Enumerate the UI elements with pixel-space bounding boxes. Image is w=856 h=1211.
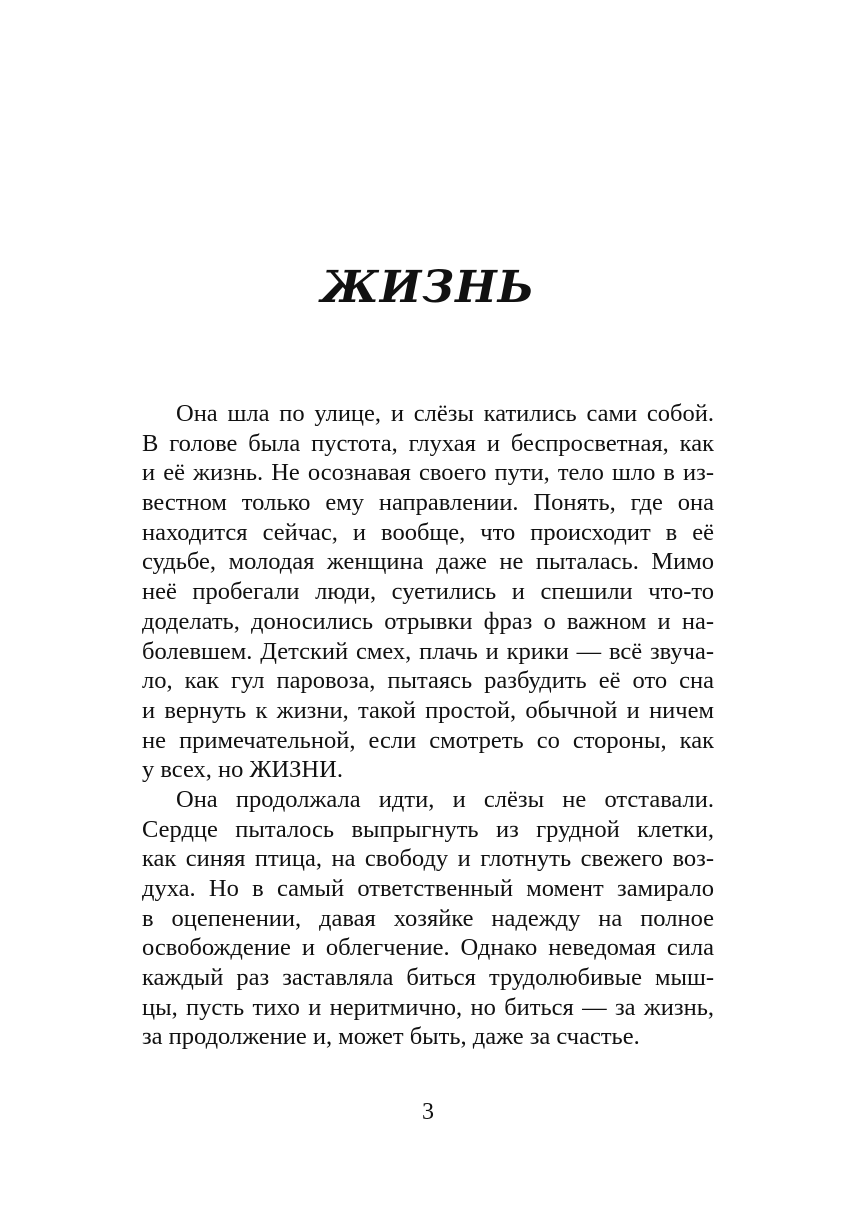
text-line: находится сейчас, и вообще, что происходит в её <box>142 518 714 546</box>
text-line: не примечательной, если смотреть со стороны, как <box>142 726 714 754</box>
text-line: и вернуть к жизни, такой простой, обычной и ничем <box>142 696 714 724</box>
text-line: неё пробегали люди, суетились и спешили что-то <box>142 578 714 606</box>
text-line: духа. Но в самый ответственный момент замирало <box>142 875 714 902</box>
text-line: за продолжение и, может быть, даже за счастье. <box>142 1023 640 1051</box>
text-line: вестном только ему направлении. Понять, где она <box>142 489 714 517</box>
text-line: как синяя птица, на свободу и глотнуть свежего воз- <box>142 845 714 873</box>
chapter-title: ЖИЗНЬ <box>321 262 535 313</box>
text-line: Она продолжала идти, и слёзы не отставали. <box>176 785 714 813</box>
paragraph-1 <box>142 399 714 785</box>
text-line: каждый раз заставляла биться трудолюбивые мыш- <box>142 964 714 992</box>
text-line: в оцепенении, давая хозяйке надежду на полное <box>142 904 714 932</box>
paragraph-2 <box>142 785 714 1052</box>
text-line: Она шла по улице, и слёзы катились сами собой. <box>176 400 714 427</box>
text-line: у всех, но ЖИЗНИ. <box>142 756 343 784</box>
text-line: цы, пусть тихо и неритмично, но биться — за жизнь, <box>142 993 714 1021</box>
text-line: и её жизнь. Не осознавая своего пути, тело шло в из- <box>142 459 714 487</box>
text-line: доделать, доносились отрывки фраз о важном и на- <box>142 607 714 635</box>
chapter-body <box>142 399 714 1052</box>
text-line: освобождение и облегчение. Однако неведомая сила <box>142 934 714 962</box>
text-line: В голове была пустота, глухая и беспросветная, как <box>142 429 714 457</box>
text-line: Сердце пыталось выпрыгнуть из грудной клетки, <box>142 815 714 843</box>
text-line: ло, как гул паровоза, пытаясь разбудить её ото сна <box>142 667 714 695</box>
text-line: болевшем. Детский смех, плачь и крики — всё звуча- <box>142 637 714 665</box>
page-number: 3 <box>422 1099 434 1125</box>
text-line: судьбе, молодая женщина даже не пыталась. Мимо <box>142 548 714 576</box>
